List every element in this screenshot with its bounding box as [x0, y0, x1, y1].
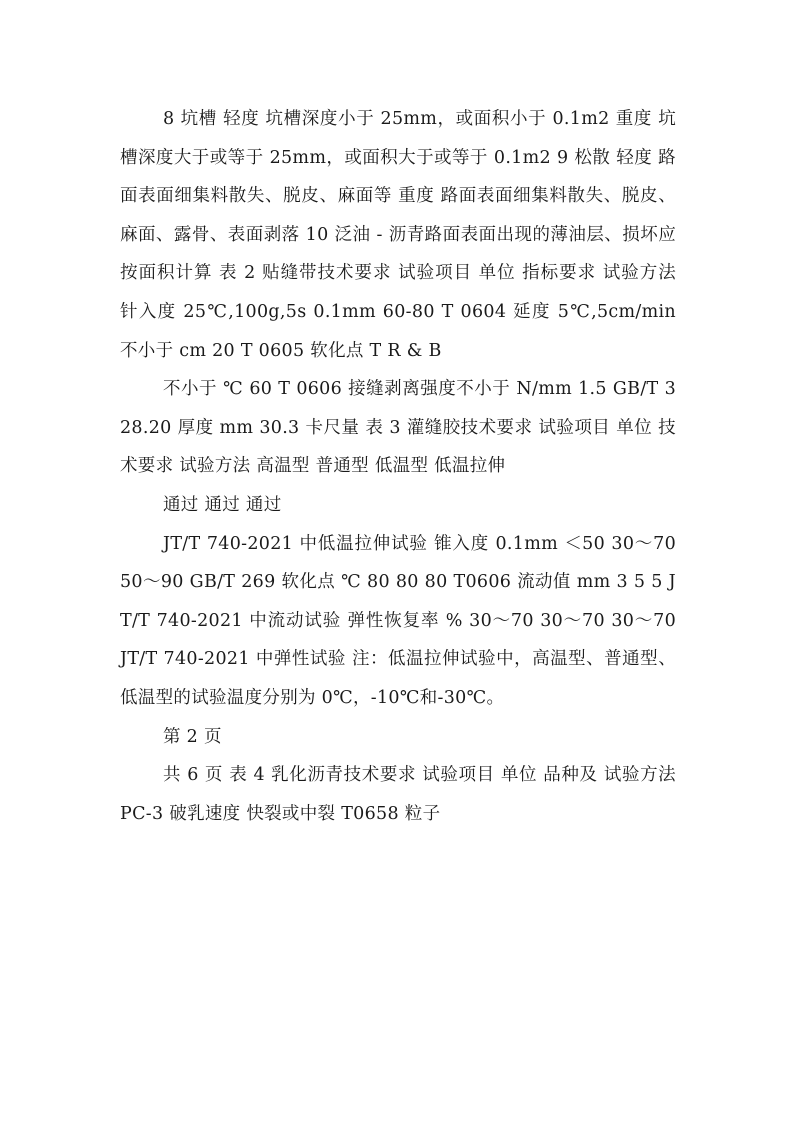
paragraph-emulsified-asphalt: 共 6 页 表 4 乳化沥青技术要求 试验项目 单位 品种及 试验方法 PC-3 破乳速度 快裂或中裂 T0658 粒子 — [120, 765, 676, 824]
paragraph-sealant-tests: JT/T 740-2021 中低温拉伸试验 锥入度 0.1mm ＜50 30～70 50～90 GB/T 269 软化点 ℃ 80 80 80 T0606 流动值 mm 3 5 5 JT/T 740-2021 中流动试验 弹性恢复率 % 30～70 30～70 30～70 JT/T 740-2021 中弹性试验 注：低温拉伸试验中，高温型、普通型、低温型的试验温度分别为 0℃，-10℃和-30℃。 — [120, 533, 676, 708]
document-body — [120, 100, 676, 833]
paragraph-pass-results: 通过 通过 通过 — [163, 494, 282, 515]
paragraph-pit-loosening-oil: 8 坑槽 轻度 坑槽深度小于 25mm，或面积小于 0.1m2 重度 坑槽深度大于或等于 25mm，或面积大于或等于 0.1m2 9 松散 轻度 路面表面细集料散失、脱皮、麻面等 重度 路面表面细集料散失、脱皮、麻面、露骨、表面剥落 10 泛油 - 沥青路面表面出现的薄油层、损坏应按面积计算 表 2 贴缝带技术要求 试验项目 单位 指标要求 试验方法 针入度 25℃,100g,5s 0.1mm 60-80 T 0604 延度 5℃,5cm/min 不小于 cm 20 T 0605 软化点 T R & B — [120, 109, 676, 361]
page-number-label: 第 2 页 — [163, 726, 222, 747]
paragraph-tape-requirements: 不小于 ℃ 60 T 0606 接缝剥离强度不小于 N/mm 1.5 GB/T 328.20 厚度 mm 30.3 卡尺量 表 3 灌缝胶技术要求 试验项目 单位 技术要求 试验方法 高温型 普通型 低温型 低温拉伸 — [120, 379, 676, 477]
